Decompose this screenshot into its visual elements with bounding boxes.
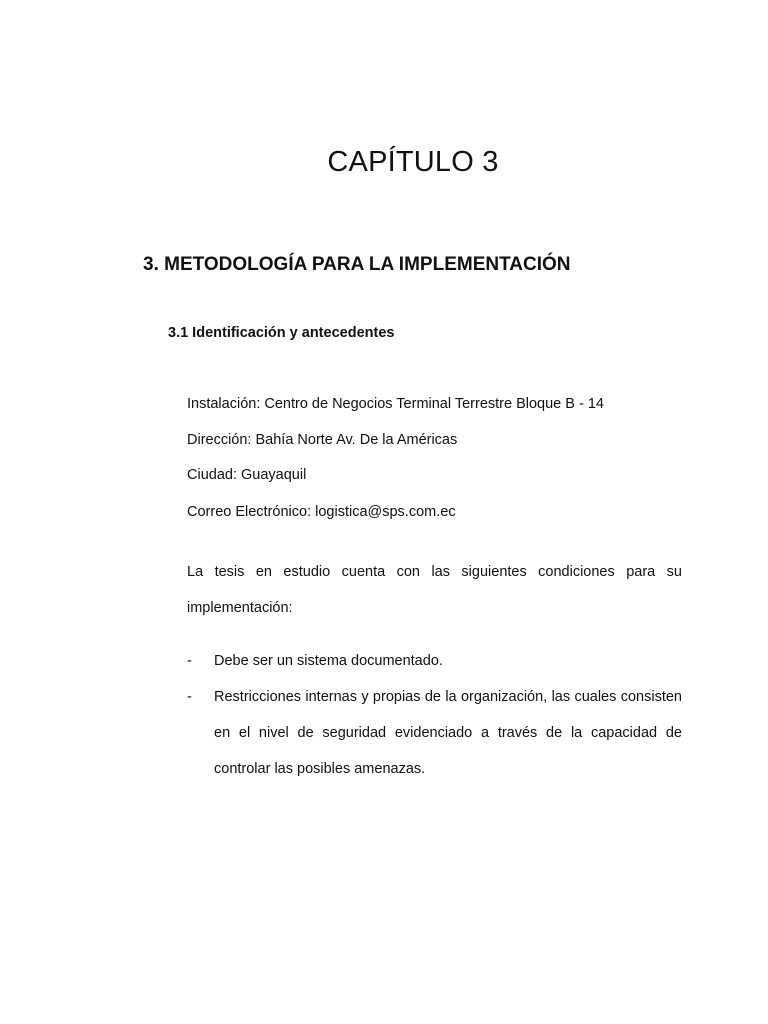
chapter-title: CAPÍTULO 3	[327, 146, 499, 178]
list-item	[187, 679, 682, 787]
bullet-marker: -	[187, 653, 192, 669]
subsection-heading: 3.1 Identificación y antecedentes	[168, 325, 395, 341]
bullet-list	[187, 643, 682, 787]
info-line-installation: Instalación: Centro de Negocios Terminal Terrestre Bloque B - 14	[187, 396, 604, 412]
list-item-text: Restricciones internas y propias de la organización, las cuales consisten en el nivel de seguridad evidenciado a través de la capacidad de controlar las posibles amenazas.	[214, 689, 682, 777]
info-line-address: Dirección: Bahía Norte Av. De la Américas	[187, 432, 458, 448]
info-line-email: Correo Electrónico: logistica@sps.com.ec	[187, 504, 456, 520]
list-item	[187, 643, 682, 679]
section-heading: 3. METODOLOGÍA PARA LA IMPLEMENTACIÓN	[143, 254, 571, 275]
info-line-city: Ciudad: Guayaquil	[187, 467, 307, 483]
list-item-text: Debe ser un sistema documentado.	[214, 653, 443, 669]
bullet-marker: -	[187, 689, 192, 705]
body-paragraph: La tesis en estudio cuenta con las siguientes condiciones para su implementación:	[187, 564, 682, 616]
